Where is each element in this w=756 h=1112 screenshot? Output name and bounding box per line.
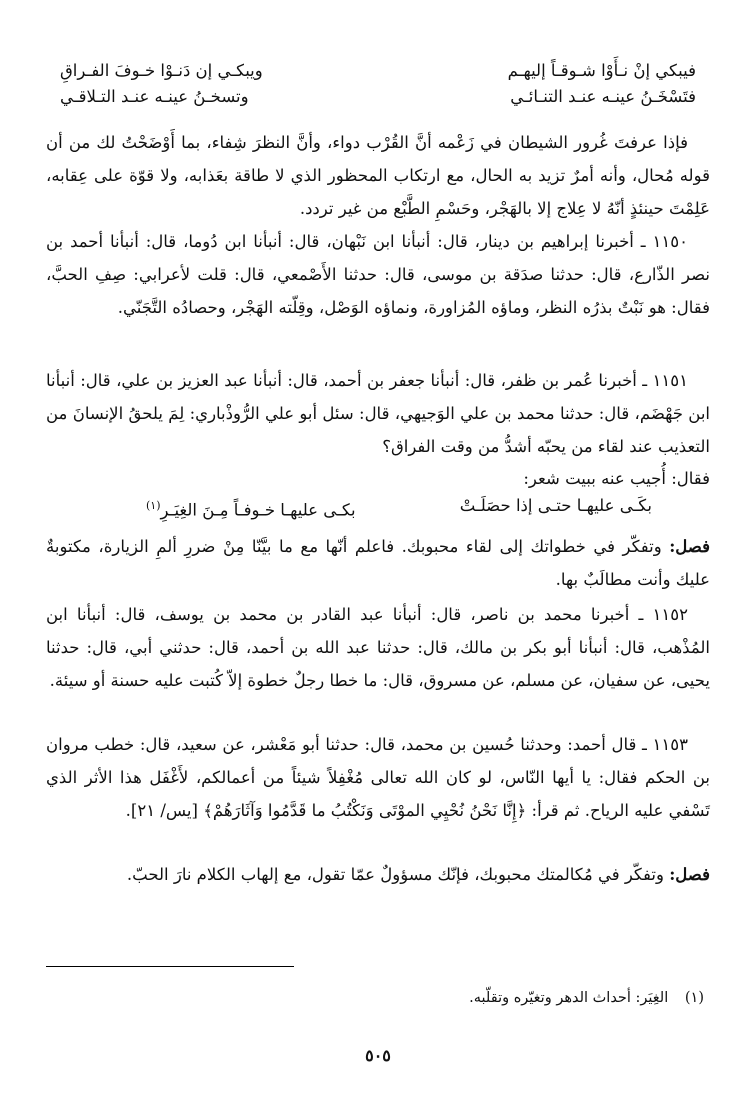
body-block-6 xyxy=(46,728,710,827)
body-block-1 xyxy=(46,126,710,324)
narration-1152: ١١٥٢ ـ أخبرنا محمد بن ناصر، قال: أنبأنا عبد القادر بن محمد بن يوسف، قال: أنبأنا ابن المُذْهب، قال: أنبأنا أبو بكر بن مالك، قال: حدثنا عبد الله بن أحمد، قال: حدثني أبي، قال: حدثنا يحيى، عن سفيان، عن مسلم، عن مسروق، قال: ما خطا رجلٌ خطوة إلاّ كُتبت عليه حسنة أو سيئة. xyxy=(46,605,710,690)
section-term: فصل: xyxy=(669,537,710,556)
poem-hemistich: فتَسْخَـنُ عينـه عنـد التنـائـي xyxy=(510,87,696,106)
footnote-number: (١) xyxy=(684,990,704,1006)
poem-hemistich: فيبكي إنْ نـأَوْا شـوقـاً إليهـم xyxy=(507,61,696,80)
body-block-5 xyxy=(46,598,710,697)
narration-1151: ١١٥١ ـ أخبرنا عُمر بن ظفر، قال: أنبأنا جعفر بن أحمد، قال: أنبأنا عبد العزيز بن علي، قال: أنبأنا ابن جَهْضَم، قال: حدثنا محمد بن علي الوَجيهي، قال: سئل أبو علي الرُّوذْباري: لِمَ يلحقُ الإنسانَ من التعذيب عند لقاء من يحبّه أشدُّ من وقت الفراق؟ xyxy=(46,371,710,456)
verse-line xyxy=(46,489,710,527)
body-block-2 xyxy=(46,364,710,463)
verse-hemistich: بكَـى عليهـا حتـى إذا حصَلَـتْ xyxy=(459,496,652,515)
poem-hemistich: ويبكـي إن دَنـوْا خـوفَ الفـراقِ xyxy=(60,61,263,80)
section-fasl-1 xyxy=(46,530,710,596)
narration-1150: ١١٥٠ ـ أخبرنا إبراهيم بن دينار، قال: أنبأنا ابن نَبْهان، قال: أنبأنا ابن دُوما، قال: أنبأنا أحمد بن نصر الذّارع، قال: حدثنا صدَقة بن موسى، قال: حدثنا الأَصْمعي، قال: قلت لأعرابي: صِفِ الحبَّ، فقال: هو نَبْتٌ بذرُه النظر، وماؤه المُزاورة، ونماؤه الوَصْل، وقِلّته الهَجْر، وحصادُه التَّجَنّي. xyxy=(46,232,710,317)
section-text: وتفكّر في خطواتك إلى لقاء محبوبك. فاعلم أنّها مع ما بيَّنّا مِنْ ضررِ ألمِ الزيارة، مكتوبةٌ عليك وأنت مطالَبٌ بها. xyxy=(46,537,710,589)
footnote-marker: (١) xyxy=(146,499,161,512)
poem-line xyxy=(60,84,696,110)
narration-1153: ١١٥٣ ـ قال أحمد: وحدثنا حُسين بن محمد، قال: حدثنا أبو مَعْشر، عن سعيد، قال: خطب مروان بن الحكم فقال: يا أيها النّاس، لو كان الله تعالى مُغْفِلاً شيئاً من أعمالكم، لأَغْفَل هذا الأثر الذي تَسْفي عليه الرياح. ثم قرأ: ﴿إِنَّا نَحْنُ نُحْيِي الموْتَى وَنَكْتُبُ ما قَدَّمُوا وَآثَارَهُمْ﴾ [يس/ ٢١]. xyxy=(46,735,710,820)
verse-hemistich-2 xyxy=(146,489,356,527)
body-block-7 xyxy=(46,858,710,891)
body-block-4 xyxy=(46,530,710,596)
page-number: ٥٠٥ xyxy=(365,1046,391,1065)
opening-poem xyxy=(60,58,696,110)
section-text: وتفكّر في مُكالمتك محبوبك، فإنّك مسؤولٌ عمّا تقول، مع إلهاب الكلام نارَ الحبّ. xyxy=(126,865,670,884)
poem-line xyxy=(60,58,696,84)
verse-hemistich-text: بكـى عليهـا خـوفـاً مِـنَ الغِيَـرِ xyxy=(160,500,356,520)
footnote-divider xyxy=(46,966,294,967)
section-fasl-2 xyxy=(46,858,710,891)
paragraph: فإذا عرفتَ غُرور الشيطان في زَعْمه أنَّ القُرْب دواء، وأنَّ النظرَ شِفاء، بما أَوْضَحْتُ لك من أن قوله مُحال، وأنه أمرٌ تزيد به الحال، مع ارتكاب المحظور الذي لا طاقة بعَذابه، ولا قوّة على عِقابه، عَلِمْتَ حينئذٍ أنّهُ لا عِلاج إلا بالهَجْر، وحَسْمِ الطَّبْع من غير تردد. xyxy=(46,133,710,218)
poem-hemistich: وتسخـنُ عينـه عنـد التـلاقـي xyxy=(60,87,249,106)
paragraph: فقال: أُجيب عنه ببيت شعر: xyxy=(523,469,710,488)
footnote-text: الغِيَر: أحداث الدهر وتغيّره وتقلّبه. xyxy=(469,990,669,1006)
footnote xyxy=(46,986,704,1010)
body-block-3 xyxy=(46,462,710,527)
section-term: فصل: xyxy=(669,865,710,884)
